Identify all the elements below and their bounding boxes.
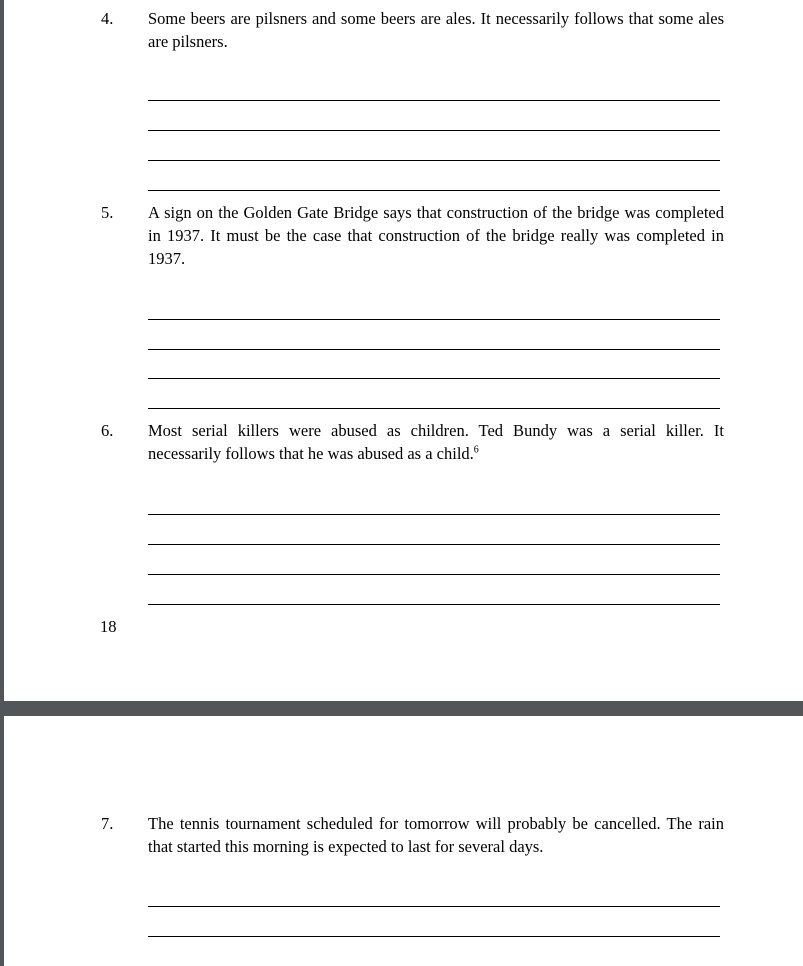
answer-line[interactable] <box>148 604 720 605</box>
question-number: 6. <box>101 421 114 440</box>
answer-line[interactable] <box>148 160 720 161</box>
answer-line[interactable] <box>148 906 720 907</box>
document-page-19 <box>4 716 803 966</box>
page-number: 18 <box>100 617 117 636</box>
question-number: 7. <box>101 814 114 833</box>
answer-line[interactable] <box>148 130 720 131</box>
answer-line[interactable] <box>148 100 720 101</box>
question-text: Some beers are pilsners and some beers are ales. It necessarily follows that some ales are pilsners. <box>148 9 724 51</box>
question-text-body: Most serial killers were abused as children. Ted Bundy was a serial killer. It necessarily follows that he was abused as a child. <box>148 421 724 463</box>
footnote-marker: 6 <box>473 444 479 456</box>
answer-line[interactable] <box>148 936 720 937</box>
answer-line[interactable] <box>148 349 720 350</box>
question-text <box>148 419 724 465</box>
answer-line[interactable] <box>148 544 720 545</box>
question-text: A sign on the Golden Gate Bridge says that construction of the bridge was completed in 1937. It must be the case that construction of the bridge really was completed in 1937. <box>148 203 724 268</box>
question-number: 5. <box>101 203 114 222</box>
answer-line[interactable] <box>148 514 720 515</box>
document-page-18 <box>4 0 803 701</box>
answer-line[interactable] <box>148 190 720 191</box>
answer-line[interactable] <box>148 378 720 379</box>
answer-line[interactable] <box>148 574 720 575</box>
question-text: The tennis tournament scheduled for tomorrow will probably be cancelled. The rain that started this morning is expected to last for several days. <box>148 814 724 856</box>
answer-line[interactable] <box>148 319 720 320</box>
answer-line[interactable] <box>148 408 720 409</box>
question-number: 4. <box>101 9 114 28</box>
